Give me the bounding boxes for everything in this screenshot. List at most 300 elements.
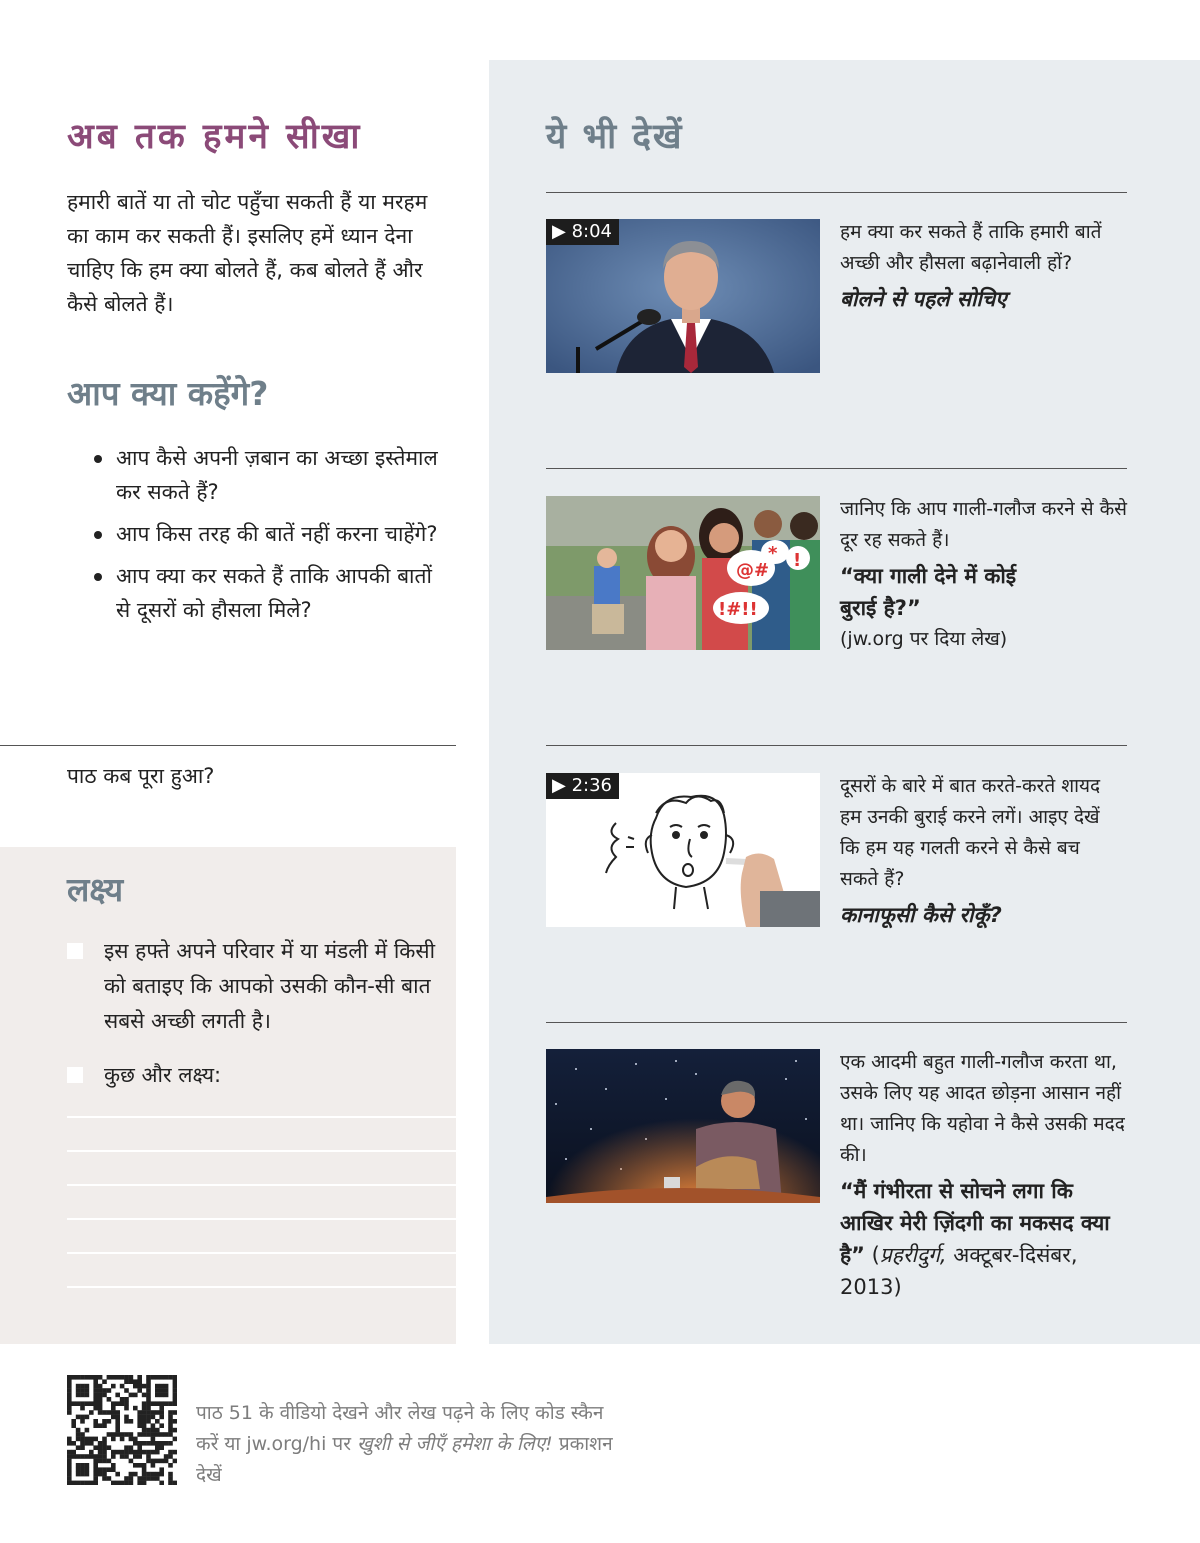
- qr-module: [164, 1454, 169, 1459]
- qr-module: [164, 1375, 169, 1380]
- qr-module: [102, 1454, 107, 1459]
- qr-module: [107, 1388, 112, 1393]
- qr-module: [93, 1406, 98, 1411]
- qr-module: [80, 1384, 85, 1389]
- qr-module: [107, 1432, 112, 1437]
- video-thumbnail-drawing[interactable]: [546, 773, 820, 927]
- goal-checkbox[interactable]: [67, 943, 83, 959]
- qr-module: [115, 1481, 120, 1485]
- qr-module: [133, 1463, 138, 1468]
- qr-module: [137, 1423, 142, 1428]
- qr-module: [151, 1428, 156, 1433]
- qr-module: [67, 1454, 72, 1459]
- qr-module: [173, 1419, 177, 1424]
- qr-module: [98, 1441, 103, 1446]
- qr-module: [71, 1481, 76, 1485]
- footer-text: पाठ 51 के वीडियो देखने और लेख पढ़ने के लिए कोड स्कैन करें या jw.org/hi पर: [196, 1402, 604, 1455]
- qr-module: [168, 1428, 173, 1433]
- question-item: आप क्या कर सकते हैं ताकि आपकी बातों से दूसरों को हौसला मिले?: [92, 559, 442, 627]
- qr-module: [146, 1432, 151, 1437]
- qr-module: [80, 1393, 85, 1398]
- qr-module: [93, 1423, 98, 1428]
- qr-module: [124, 1454, 129, 1459]
- qr-module: [159, 1415, 164, 1420]
- qr-module: [124, 1388, 129, 1393]
- qr-module: [129, 1379, 134, 1384]
- qr-module: [155, 1419, 160, 1424]
- video-description: हम क्या कर सकते हैं ताकि हमारी बातें अच्छी और हौसला बढ़ानेवाली हों?: [840, 221, 1102, 274]
- qr-module: [173, 1375, 177, 1380]
- qr-module: [173, 1388, 177, 1393]
- qr-module: [142, 1476, 147, 1481]
- qr-module: [168, 1423, 173, 1428]
- qr-module: [142, 1428, 147, 1433]
- qr-module: [159, 1401, 164, 1406]
- qr-module: [146, 1476, 151, 1481]
- goal-item[interactable]: [67, 934, 437, 1039]
- qr-module: [67, 1375, 72, 1380]
- qr-module: [155, 1459, 160, 1464]
- qr-module: [129, 1472, 134, 1477]
- qr-module: [168, 1463, 173, 1468]
- qr-module: [93, 1476, 98, 1481]
- qr-module: [159, 1410, 164, 1415]
- qr-module: [115, 1415, 120, 1420]
- qr-module: [151, 1450, 156, 1455]
- qr-module: [98, 1397, 103, 1402]
- qr-module: [80, 1432, 85, 1437]
- see-also-heading: ये भी देखें: [546, 117, 684, 157]
- qr-module: [89, 1481, 94, 1485]
- qr-module: [67, 1397, 72, 1402]
- qr-module: [115, 1450, 120, 1455]
- qr-module: [107, 1476, 112, 1481]
- qr-module: [76, 1467, 81, 1472]
- qr-module: [80, 1441, 85, 1446]
- qr-module: [142, 1441, 147, 1446]
- sticker-text: !#!!: [718, 599, 758, 620]
- qr-module: [120, 1397, 125, 1402]
- qr-module: [93, 1388, 98, 1393]
- qr-module: [93, 1454, 98, 1459]
- qr-module: [137, 1379, 142, 1384]
- qr-module: [168, 1454, 173, 1459]
- qr-module: [102, 1459, 107, 1464]
- qr-module: [93, 1375, 98, 1380]
- questions-list: [92, 441, 442, 635]
- qr-module: [151, 1441, 156, 1446]
- qr-module: [98, 1401, 103, 1406]
- qr-module: [129, 1476, 134, 1481]
- qr-module: [120, 1401, 125, 1406]
- qr-module: [67, 1472, 72, 1477]
- qr-module: [155, 1472, 160, 1477]
- qr-module: [159, 1393, 164, 1398]
- qr-module: [168, 1375, 173, 1380]
- qr-module: [93, 1481, 98, 1485]
- qr-module: [67, 1467, 72, 1472]
- qr-module: [107, 1467, 112, 1472]
- qr-module: [124, 1445, 129, 1450]
- qr-module: [142, 1450, 147, 1455]
- qr-module: [85, 1401, 90, 1406]
- qr-code-image: [67, 1375, 177, 1485]
- question-item: आप किस तरह की बातें नहीं करना चाहेंगे?: [92, 517, 442, 551]
- qr-module: [168, 1450, 173, 1455]
- qr-module: [133, 1384, 138, 1389]
- qr-module: [80, 1388, 85, 1393]
- article-description: एक आदमी बहुत गाली-गलौज करता था, उसके लिए यह आदत छोड़ना आसान नहीं था। जानिए कि यहोवा ने कैसे उसकी मदद की।: [840, 1051, 1125, 1166]
- article-title-block: [840, 1175, 1125, 1303]
- qr-module: [164, 1401, 169, 1406]
- qr-module: [129, 1393, 134, 1398]
- article-description: जानिए कि आप गाली-गलौज करने से कैसे दूर रह सकते हैं।: [840, 498, 1128, 551]
- footer-text: प्रकाशन देखें: [196, 1433, 613, 1486]
- goal-item-other[interactable]: [67, 1058, 437, 1093]
- qr-module: [146, 1379, 151, 1384]
- qr-module: [168, 1419, 173, 1424]
- learned-heading: अब तक हमने सीखा: [67, 117, 363, 157]
- qr-module: [71, 1454, 76, 1459]
- sticker-text: @#: [736, 560, 770, 581]
- qr-module: [146, 1375, 151, 1380]
- qr-module: [151, 1476, 156, 1481]
- qr-module: [137, 1410, 142, 1415]
- qr-module: [93, 1437, 98, 1442]
- qr-module: [137, 1375, 142, 1380]
- qr-module: [164, 1459, 169, 1464]
- qr-module: [133, 1450, 138, 1455]
- qr-module: [85, 1384, 90, 1389]
- qr-module: [124, 1375, 129, 1380]
- video-description: दूसरों के बारे में बात करते-करते शायद हम उनकी बुराई करने लगें। आइए देखें कि हम यह गलती करने से कैसे बच सकते हैं?: [840, 775, 1101, 890]
- goal-text: इस हफ्ते अपने परिवार में या मंडली में किसी को बताइए कि आपको उसकी कौन-सी बात सबसे अच्छी लगती है।: [104, 939, 436, 1033]
- qr-module: [155, 1428, 160, 1433]
- qr-module: [89, 1437, 94, 1442]
- qr-module: [71, 1441, 76, 1446]
- qr-module: [85, 1467, 90, 1472]
- qr-module: [146, 1441, 151, 1446]
- qr-module: [111, 1467, 116, 1472]
- qr-module: [120, 1432, 125, 1437]
- sticker-text: !: [793, 550, 802, 571]
- qr-module: [76, 1375, 81, 1380]
- qr-module: [98, 1472, 103, 1477]
- qr-module: [67, 1406, 72, 1411]
- qr-module: [76, 1393, 81, 1398]
- qr-module: [124, 1379, 129, 1384]
- qr-module: [146, 1454, 151, 1459]
- qr-module: [159, 1406, 164, 1411]
- qr-module: [142, 1481, 147, 1485]
- goal-text: कुछ और लक्ष्य:: [104, 1063, 222, 1087]
- qr-module: [80, 1415, 85, 1420]
- qr-module: [67, 1384, 72, 1389]
- qr-module: [155, 1476, 160, 1481]
- qr-module: [173, 1481, 177, 1485]
- qr-module: [76, 1432, 81, 1437]
- qr-module: [137, 1445, 142, 1450]
- qr-module: [173, 1401, 177, 1406]
- writing-line[interactable]: [67, 1218, 456, 1220]
- qr-module: [89, 1401, 94, 1406]
- qr-module: [107, 1410, 112, 1415]
- qr-module: [137, 1441, 142, 1446]
- qr-module: [76, 1415, 81, 1420]
- qr-module: [111, 1375, 116, 1380]
- qr-module: [133, 1406, 138, 1411]
- qr-module: [168, 1401, 173, 1406]
- qr-module: [93, 1393, 98, 1398]
- qr-module: [124, 1397, 129, 1402]
- qr-module: [164, 1388, 169, 1393]
- qr-module: [71, 1375, 76, 1380]
- qr-module: [151, 1432, 156, 1437]
- qr-module: [146, 1397, 151, 1402]
- qr-module: [102, 1441, 107, 1446]
- qr-module: [98, 1393, 103, 1398]
- qr-module: [76, 1472, 81, 1477]
- qr-module: [124, 1415, 129, 1420]
- qr-module: [137, 1454, 142, 1459]
- qr-module: [168, 1472, 173, 1477]
- qr-module: [137, 1419, 142, 1424]
- qr-module: [146, 1450, 151, 1455]
- writing-line[interactable]: [67, 1116, 456, 1118]
- qr-module: [142, 1463, 147, 1468]
- qr-module: [102, 1467, 107, 1472]
- qr-module: [146, 1388, 151, 1393]
- qr-module: [129, 1419, 134, 1424]
- qr-module: [98, 1467, 103, 1472]
- qr-module: [98, 1450, 103, 1455]
- qr-module: [173, 1450, 177, 1455]
- qr-module: [151, 1423, 156, 1428]
- qr-module: [111, 1384, 116, 1389]
- qr-module: [155, 1441, 160, 1446]
- qr-module: [155, 1401, 160, 1406]
- qr-module: [102, 1423, 107, 1428]
- qr-module: [168, 1410, 173, 1415]
- qr-module: [67, 1379, 72, 1384]
- qr-module: [67, 1476, 72, 1481]
- qr-module: [159, 1375, 164, 1380]
- qr-module: [80, 1437, 85, 1442]
- qr-module: [142, 1406, 147, 1411]
- qr-module: [151, 1437, 156, 1442]
- qr-module: [89, 1450, 94, 1455]
- qr-module: [142, 1393, 147, 1398]
- qr-module: [67, 1441, 72, 1446]
- qr-module: [133, 1393, 138, 1398]
- qr-module: [80, 1401, 85, 1406]
- qr-module: [151, 1401, 156, 1406]
- goal-checkbox[interactable]: [67, 1067, 83, 1083]
- qr-module: [76, 1437, 81, 1442]
- qr-module: [93, 1472, 98, 1477]
- qr-module: [98, 1459, 103, 1464]
- qr-module: [111, 1450, 116, 1455]
- qr-module: [85, 1437, 90, 1442]
- qr-module: [93, 1379, 98, 1384]
- qr-module: [137, 1432, 142, 1437]
- divider: [0, 745, 456, 746]
- qr-module: [98, 1454, 103, 1459]
- qr-module: [85, 1441, 90, 1446]
- qr-module: [102, 1379, 107, 1384]
- qr-module: [115, 1423, 120, 1428]
- qr-module: [98, 1406, 103, 1411]
- qr-module: [137, 1384, 142, 1389]
- article-thumbnail-night[interactable]: [546, 1049, 820, 1203]
- qr-module: [85, 1481, 90, 1485]
- qr-module: [93, 1459, 98, 1464]
- qr-module: [80, 1445, 85, 1450]
- qr-module: [137, 1388, 142, 1393]
- learned-text: हमारी बातें या तो चोट पहुँचा सकती हैं या मरहम का काम कर सकती हैं। इसलिए हमें ध्यान देना चाहिए कि हम क्या बोलते हैं, कब बोलते हैं और कैसे बोलते हैं।: [67, 190, 428, 316]
- article-source-note: (jw.org पर दिया लेख): [840, 628, 1008, 650]
- divider: [546, 468, 1127, 469]
- video-thumbnail-speaker[interactable]: [546, 219, 820, 373]
- qr-module: [120, 1375, 125, 1380]
- qr-module: [155, 1432, 160, 1437]
- qr-module: [159, 1388, 164, 1393]
- qr-module: [93, 1401, 98, 1406]
- qr-module: [111, 1454, 116, 1459]
- qr-module: [98, 1375, 103, 1380]
- qr-module: [146, 1384, 151, 1389]
- qr-module: [67, 1437, 72, 1442]
- qr-module: [85, 1428, 90, 1433]
- qr-module: [120, 1450, 125, 1455]
- qr-module: [102, 1410, 107, 1415]
- qr-module: [80, 1406, 85, 1411]
- qr-module: [76, 1454, 81, 1459]
- question-item: आप कैसे अपनी ज़बान का अच्छा इस्तेमाल कर सकते हैं?: [92, 441, 442, 509]
- qr-module: [67, 1410, 72, 1415]
- writing-line[interactable]: [67, 1184, 456, 1186]
- qr-module: [93, 1463, 98, 1468]
- qr-module: [115, 1472, 120, 1477]
- qr-module: [146, 1415, 151, 1420]
- writing-line[interactable]: [67, 1286, 456, 1288]
- qr-module: [80, 1454, 85, 1459]
- qr-module: [124, 1406, 129, 1411]
- qr-module: [155, 1384, 160, 1389]
- qr-module: [76, 1481, 81, 1485]
- qr-module: [173, 1384, 177, 1389]
- qr-module: [111, 1481, 116, 1485]
- qr-module: [67, 1459, 72, 1464]
- qr-module: [137, 1415, 142, 1420]
- video-item-text: [840, 217, 1140, 315]
- qr-module: [146, 1472, 151, 1477]
- qr-module: [102, 1393, 107, 1398]
- qr-module: [107, 1419, 112, 1424]
- divider: [546, 1022, 1127, 1023]
- qr-module: [115, 1432, 120, 1437]
- qr-module: [142, 1415, 147, 1420]
- qr-module: [133, 1437, 138, 1442]
- qr-module: [151, 1472, 156, 1477]
- qr-module: [115, 1375, 120, 1380]
- qr-module: [142, 1472, 147, 1477]
- video-duration-badge: ▶ 8:04: [546, 219, 619, 245]
- writing-line[interactable]: [67, 1150, 456, 1152]
- qr-module: [159, 1384, 164, 1389]
- qr-module: [80, 1481, 85, 1485]
- qr-module: [85, 1388, 90, 1393]
- article-title-link[interactable]: “क्या गाली देने में कोई बुराई है?”: [840, 564, 1017, 620]
- qr-module: [85, 1375, 90, 1380]
- qr-module: [164, 1432, 169, 1437]
- qr-module: [164, 1384, 169, 1389]
- article-title-link[interactable]: “मैं गंभीरता से सोचने लगा कि आखिर मेरी ज़िंदगी का मकसद क्या है”: [840, 1179, 1110, 1267]
- qr-module: [71, 1450, 76, 1455]
- night-sky-image: [546, 1049, 820, 1203]
- qr-module: [168, 1441, 173, 1446]
- qr-module: [137, 1463, 142, 1468]
- qr-module: [80, 1375, 85, 1380]
- qr-module: [133, 1379, 138, 1384]
- qr-module: [137, 1481, 142, 1485]
- qr-module: [111, 1432, 116, 1437]
- qr-module: [129, 1445, 134, 1450]
- qr-module: [151, 1463, 156, 1468]
- qr-module: [124, 1450, 129, 1455]
- qr-code[interactable]: [67, 1375, 177, 1485]
- qr-module: [102, 1388, 107, 1393]
- writing-line[interactable]: [67, 1252, 456, 1254]
- qr-module: [76, 1384, 81, 1389]
- qr-module: [89, 1375, 94, 1380]
- qr-module: [142, 1410, 147, 1415]
- qr-module: [115, 1393, 120, 1398]
- qr-module: [124, 1432, 129, 1437]
- qr-module: [159, 1441, 164, 1446]
- qr-module: [107, 1397, 112, 1402]
- qr-module: [168, 1415, 173, 1420]
- qr-module: [67, 1393, 72, 1398]
- qr-module: [173, 1397, 177, 1402]
- article-thumbnail-teens[interactable]: [546, 496, 820, 650]
- qr-module: [159, 1423, 164, 1428]
- qr-module: [129, 1437, 134, 1442]
- qr-module: [173, 1410, 177, 1415]
- divider: [546, 192, 1127, 193]
- qr-module: [129, 1481, 134, 1485]
- video-title-link[interactable]: बोलने से पहले सोचिए: [840, 287, 1007, 311]
- qr-module: [85, 1463, 90, 1468]
- qr-module: [155, 1388, 160, 1393]
- qr-module: [71, 1401, 76, 1406]
- qr-module: [151, 1459, 156, 1464]
- qr-module: [98, 1388, 103, 1393]
- qr-module: [111, 1415, 116, 1420]
- qr-module: [67, 1450, 72, 1455]
- qr-module: [93, 1467, 98, 1472]
- qr-module: [85, 1472, 90, 1477]
- goals-heading: लक्ष्य: [67, 870, 124, 909]
- qr-module: [107, 1445, 112, 1450]
- sticker-text: *: [768, 543, 778, 564]
- qr-module: [146, 1419, 151, 1424]
- qr-module: [89, 1454, 94, 1459]
- qr-module: [80, 1463, 85, 1468]
- source-paren: (: [864, 1243, 880, 1267]
- video-title-link[interactable]: कानाफूसी कैसे रोकूँ?: [840, 903, 1002, 927]
- publication-title[interactable]: खुशी से जीएँ हमेशा के लिए!: [357, 1433, 553, 1455]
